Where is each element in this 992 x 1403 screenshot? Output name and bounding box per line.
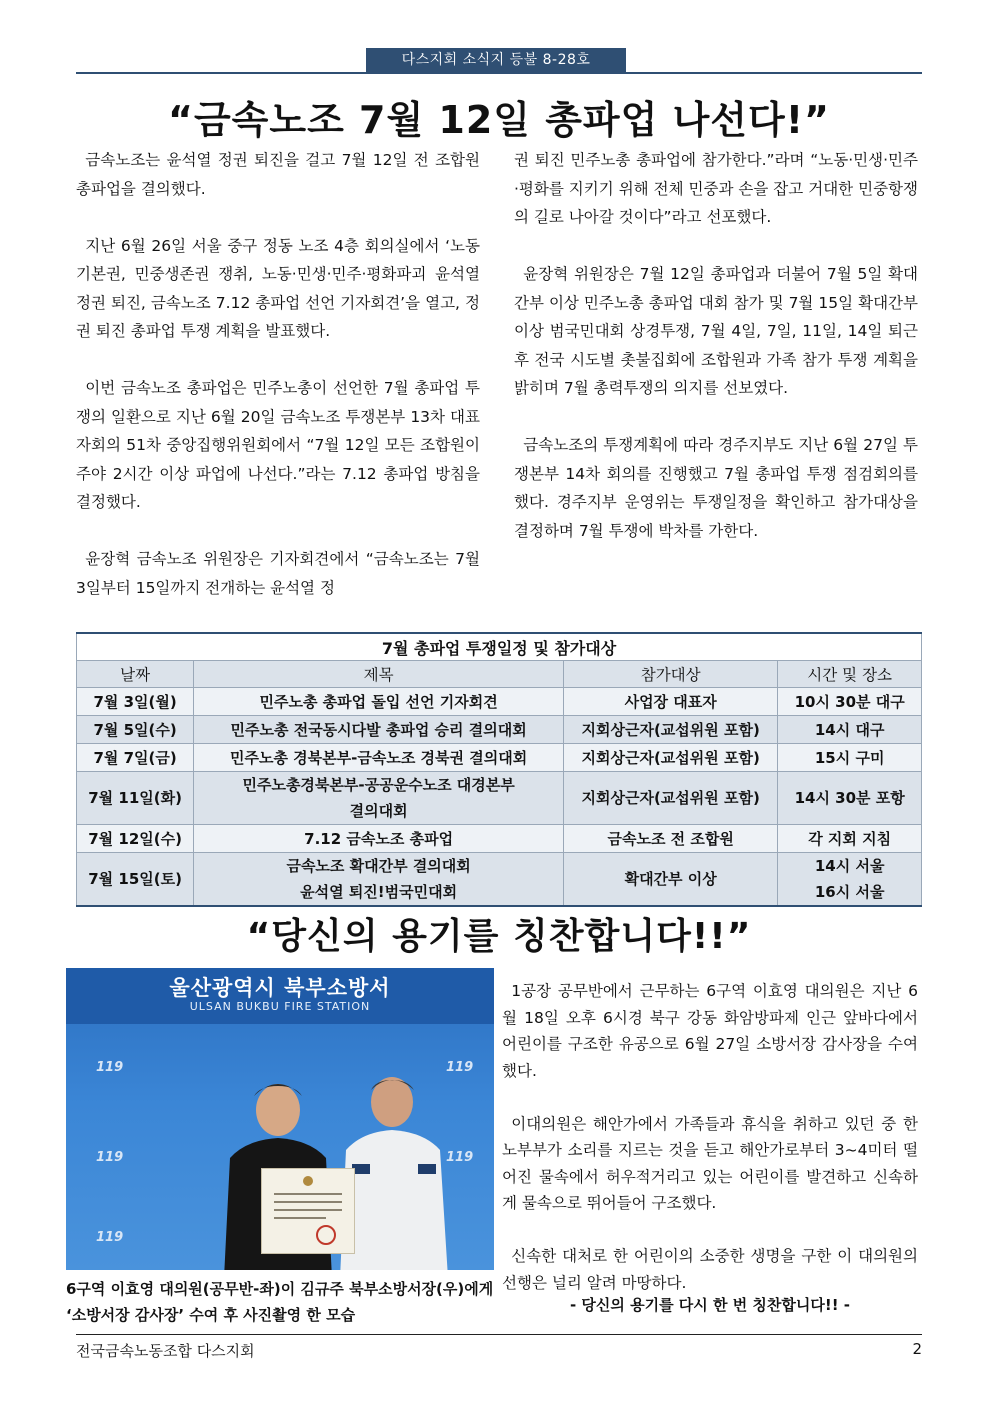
cell-title-line-1: 민주노총경북본부-공공운수노조 대경본부 [242, 776, 515, 794]
cell-title: 민주노총 전국동시다발 총파업 승리 결의대회 [194, 716, 564, 744]
footer-rule [76, 1334, 922, 1335]
footer-organization: 전국금속노동조합 다스지회 [76, 1342, 255, 1360]
cell-target: 지회상근자(교섭위원 포함) [564, 744, 778, 772]
paragraph: 지난 6월 26일 서울 중구 정동 노조 4층 회의실에서 ‘노동기본권, 민중생존권 쟁취, 노동·민생·민주·평화파괴 윤석열 정권 퇴진, 금속노조 7.12 총파업 선언 기자회견’을 열고, 정권 퇴진 총파업 투쟁 계획을 발표했다. [76, 236, 480, 340]
paragraph: 금속노조는 윤석열 정권 퇴진을 걸고 7월 12일 전 조합원 총파업을 결의했다. [76, 151, 480, 198]
photo-caption: 6구역 이효영 대의원(공무반-좌)이 김규주 북부소방서장(우)에게 ‘소방서장 감사장’ 수여 후 사진촬영 한 모습 [66, 1280, 494, 1324]
table-row [77, 688, 922, 716]
newsletter-issue-band: 다스지회 소식지 등불 8-28호 [366, 48, 626, 72]
cell-title: 민주노총 경북본부-금속노조 경북권 결의대회 [194, 744, 564, 772]
cell-target: 금속노조 전 조합원 [564, 825, 778, 853]
cell-time-line-2: 16시 서울 [814, 883, 885, 901]
strike-schedule-table [76, 632, 922, 907]
sign-korean-text: 울산광역시 북부소방서 [169, 976, 391, 1000]
closing-praise: - 당신의 용기를 다시 한 번 칭찬합니다!! - [569, 1296, 851, 1314]
cell-title: 7.12 금속노조 총파업 [194, 825, 564, 853]
backdrop-119-mark: 119 [446, 1150, 474, 1165]
table-row [77, 744, 922, 772]
paragraph: 이번 금속노조 총파업은 민주노총이 선언한 7월 총파업 투쟁의 일환으로 지난 6월 20일 금속노조 투쟁본부 13차 대표자회의 51차 중앙집행위원회에서 “7월 12일 모든 조합원이 주야 2시간 이상 파업에 나선다.”라는 7.12 총파업 방침을 결정했다. [76, 379, 480, 511]
column-header-date: 날짜 [77, 661, 194, 688]
backdrop-119-mark: 119 [446, 1060, 474, 1075]
certificate [261, 1168, 355, 1254]
column-header-title: 제목 [194, 661, 564, 688]
award-photo [66, 968, 494, 1270]
cell-date: 7월 3일(월) [77, 688, 194, 716]
cell-target: 사업장 대표자 [564, 688, 778, 716]
paragraph: 윤장혁 위원장은 7월 12일 총파업과 더불어 7월 5일 확대간부 이상 민주노총 총파업 대회 참가 및 7월 15일 확대간부 이상 범국민대회 상경투쟁, 7월 4일, 7일, 11일, 14일 퇴근 후 전국 시도별 촛불집회에 조합원과 가족 참가 투쟁 계획을 밝히며 7월 총력투쟁의 의지를 선보였다. [514, 265, 918, 397]
backdrop-119-mark: 119 [96, 1230, 124, 1245]
paragraph: 신속한 대처로 한 어린이의 소중한 생명을 구한 이 대의원의 선행은 널리 알려 마땅하다. [502, 1247, 918, 1292]
article-1-left-column [76, 146, 480, 602]
cell-time-place: 각 지회 지침 [778, 825, 922, 853]
cell-time-place: 14시 대구 [778, 716, 922, 744]
backdrop-119-mark: 119 [96, 1060, 124, 1075]
column-header-time-place: 시간 및 장소 [778, 661, 922, 688]
cell-target: 확대간부 이상 [564, 853, 778, 907]
cell-date: 7월 5일(수) [77, 716, 194, 744]
header-rule [76, 72, 922, 74]
cell-time-place: 14시 30분 포항 [778, 772, 922, 825]
cell-title [194, 772, 564, 825]
cell-time-place: 15시 구미 [778, 744, 922, 772]
cell-target: 지회상근자(교섭위원 포함) [564, 716, 778, 744]
cell-time-line-1: 14시 서울 [814, 857, 885, 875]
cell-time-place: 10시 30분 대구 [778, 688, 922, 716]
table-row [77, 853, 922, 907]
cell-date: 7월 7일(금) [77, 744, 194, 772]
sign-english-text: ULSAN BUKBU FIRE STATION [189, 1000, 371, 1013]
cell-date: 7월 12일(수) [77, 825, 194, 853]
cell-time-place [778, 853, 922, 907]
cell-title-line-1: 금속노조 확대간부 결의대회 [286, 857, 471, 875]
table-row [77, 772, 922, 825]
article-2-column [502, 978, 918, 1296]
article-1-title: “금속노조 7월 12일 총파업 나선다!” [167, 98, 831, 142]
paragraph: 이대의원은 해안가에서 가족들과 휴식을 취하고 있던 중 한 노부부가 소리를 지르는 것을 듣고 해안가로부터 3~4미터 떨어진 물속에서 허우적거리고 있는 어린이를 발견하고 신속하게 물속으로 뛰어들어 구조했다. [502, 1114, 918, 1212]
article-2-title: “당신의 용기를 칭찬합니다!!” [246, 916, 752, 957]
column-header-target: 참가대상 [564, 661, 778, 688]
table-row [77, 825, 922, 853]
cell-title-line-2: 결의대회 [349, 802, 408, 820]
paragraph: 1공장 공무반에서 근무하는 6구역 이효영 대의원은 지난 6월 18일 오후 6시경 북구 강동 화암방파제 인근 앞바다에서 어린이를 구조한 유공으로 6월 27일 소방서장 감사장을 수여했다. [502, 982, 918, 1080]
cell-title-line-2: 윤석열 퇴진!범국민대회 [300, 883, 458, 901]
paragraph: 권 퇴진 민주노총 총파업에 참가한다.”라며 “노동·민생·민주·평화를 지키기 위해 전체 민중과 손을 잡고 거대한 민중항쟁의 길로 나아갈 것이다”라고 선포했다. [514, 151, 918, 226]
backdrop-119-mark: 119 [96, 1150, 124, 1165]
certificate-seal-icon [262, 1169, 354, 1253]
paragraph: 윤장혁 금속노조 위원장은 기자회견에서 “금속노조는 7월 3일부터 15일까지 전개하는 윤석열 정 [76, 550, 480, 597]
cell-title [194, 853, 564, 907]
cell-title: 민주노총 총파업 돌입 선언 기자회견 [194, 688, 564, 716]
table-caption: 7월 총파업 투쟁일정 및 참가대상 [77, 633, 922, 661]
cell-target: 지회상근자(교섭위원 포함) [564, 772, 778, 825]
page-number: 2 [912, 1340, 922, 1358]
cell-date: 7월 15일(토) [77, 853, 194, 907]
paragraph: 금속노조의 투쟁계획에 따라 경주지부도 지난 6월 27일 투쟁본부 14차 회의를 진행했고 7월 총파업 투쟁 점검회의를 했다. 경주지부 운영위는 투쟁일정을 확인하고 참가대상을 결정하며 7월 투쟁에 박차를 가한다. [514, 436, 918, 540]
cell-date: 7월 11일(화) [77, 772, 194, 825]
article-1-right-column [514, 146, 918, 545]
table-row [77, 716, 922, 744]
